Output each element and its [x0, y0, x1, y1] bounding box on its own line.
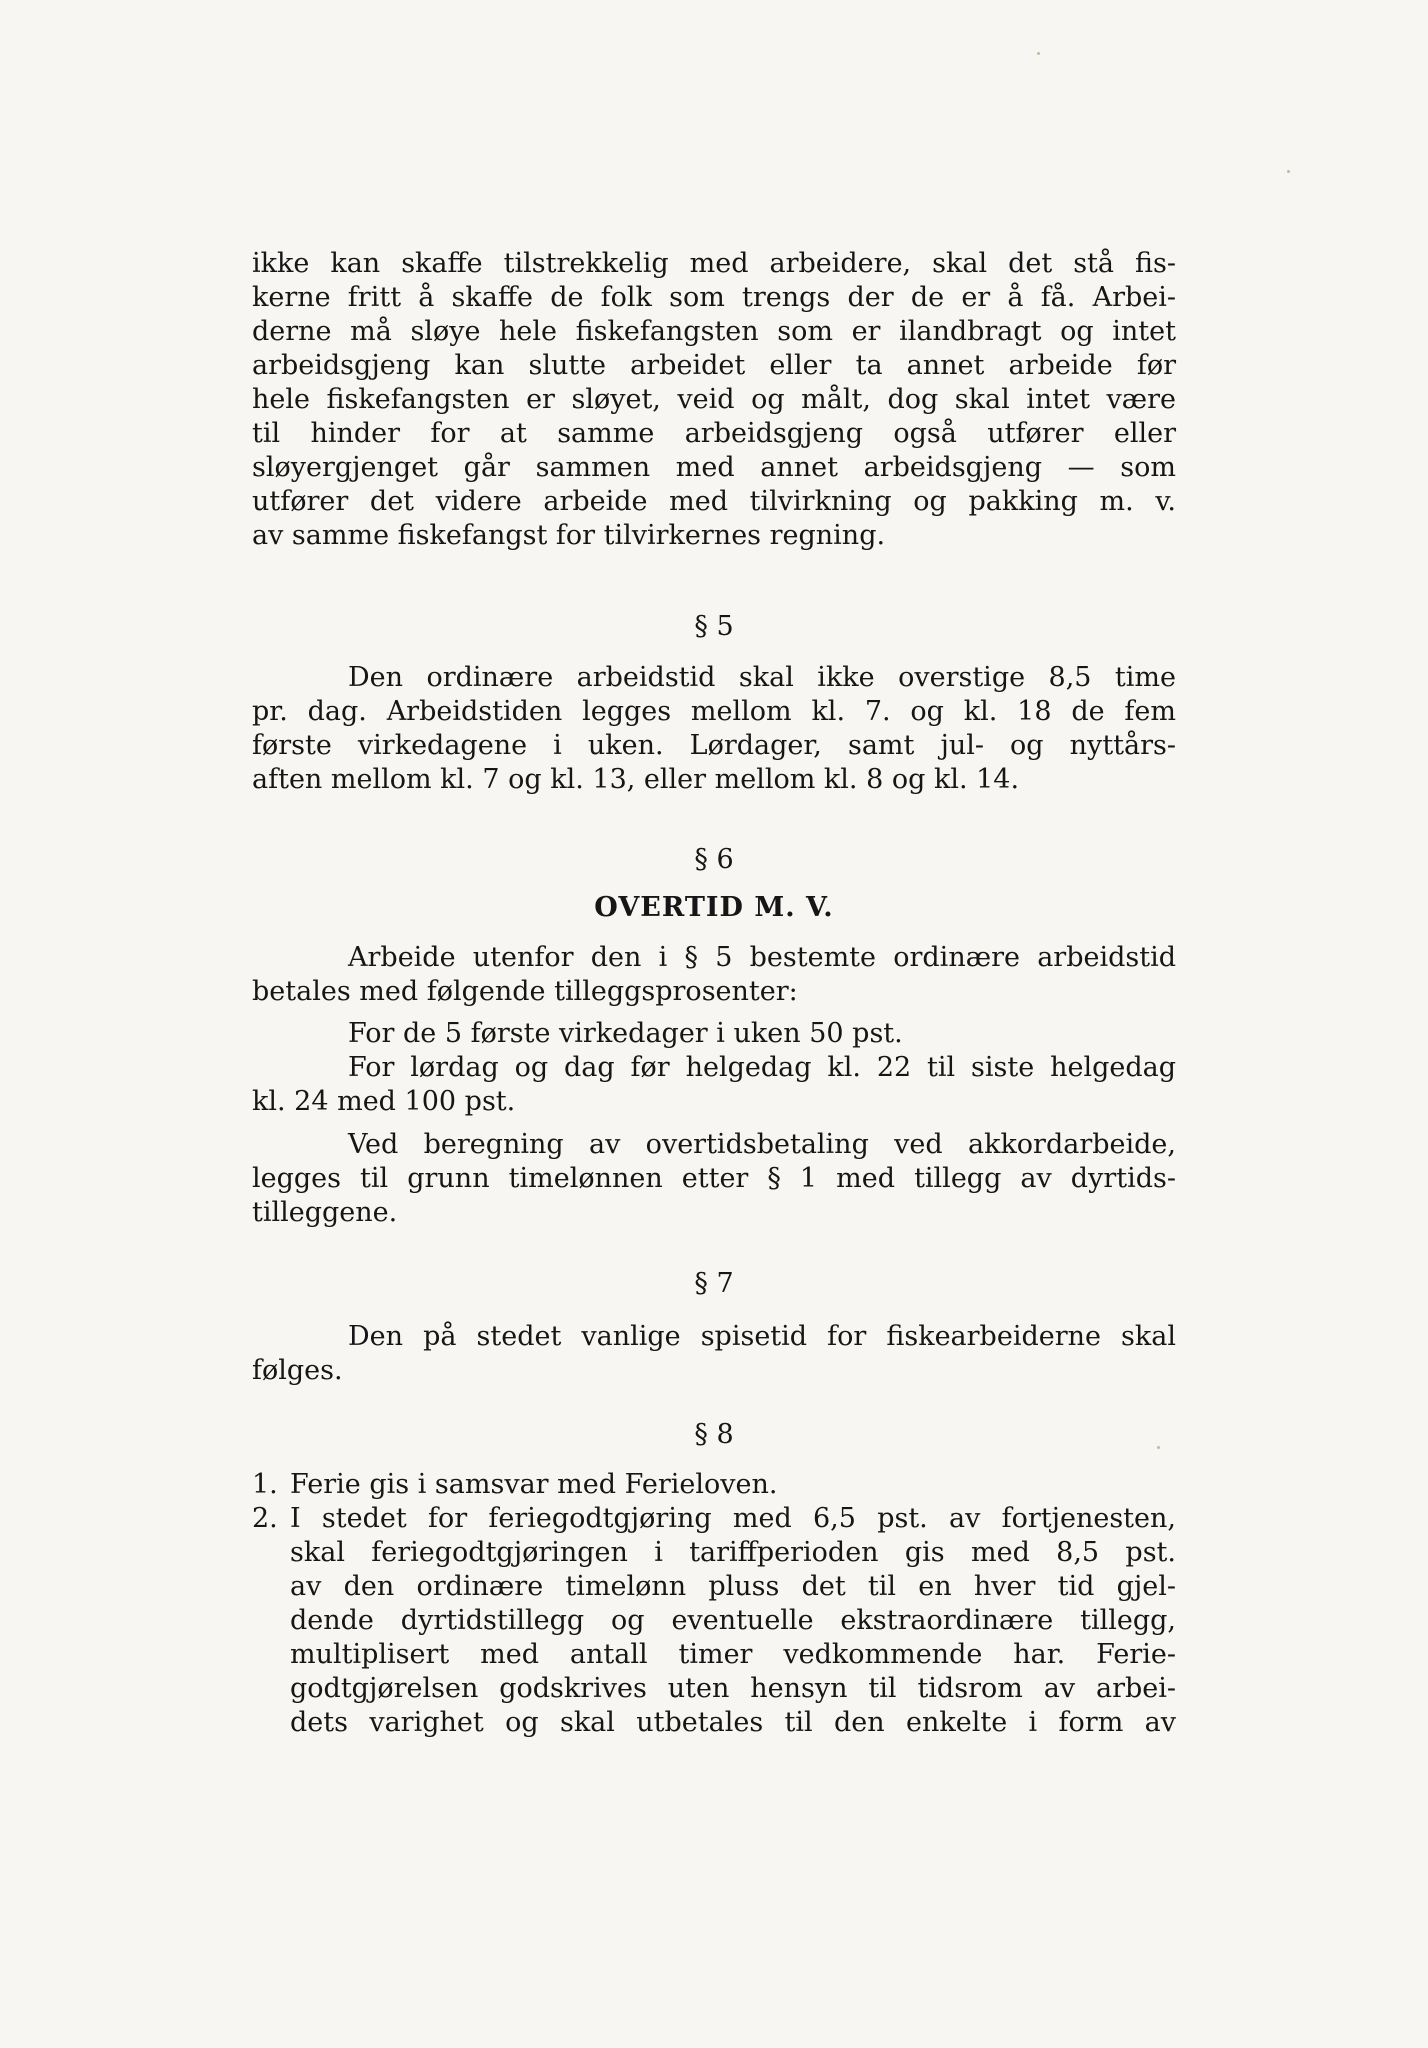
text-line: første virkedagene i uken. Lørdager, samt jul- og nyttårs-: [252, 730, 1176, 761]
text-line: av samme fiskefangst for tilvirkernes regning.: [252, 520, 886, 551]
list-item: [252, 1468, 1176, 1502]
text-line: aften mellom kl. 7 og kl. 13, eller mellom kl. 8 og kl. 14.: [252, 764, 1020, 795]
text-line: følges.: [252, 1355, 343, 1386]
text-line: Ved beregning av overtidsbetaling ved akkordarbeide,: [348, 1129, 1176, 1160]
text-line: ikke kan skaffe tilstrekkelig med arbeidere, skal det stå fis-: [252, 248, 1176, 279]
section-6-paragraph-3: [252, 1051, 1176, 1119]
list-item-number: 1.: [252, 1469, 278, 1500]
text-line: For lørdag og dag før helgedag kl. 22 til siste helgedag: [348, 1052, 1176, 1083]
paper-speck: [1157, 1446, 1160, 1449]
text-line: Den ordinære arbeidstid skal ikke overstige 8,5 time: [348, 662, 1176, 693]
text-line: hele fiskefangsten er sløyet, veid og målt, dog skal intet være: [252, 384, 1176, 415]
section-8-mark: § 8: [694, 1419, 734, 1450]
text-line: I stedet for feriegodtgjøring med 6,5 pst. av fortjenesten,: [290, 1503, 1176, 1534]
section-6-paragraph-2: [252, 1017, 1176, 1051]
text-line: Arbeide utenfor den i § 5 bestemte ordinære arbeidstid: [348, 942, 1176, 973]
section-6-paragraph-4: [252, 1128, 1176, 1230]
text-line: kerne fritt å skaffe de folk som trengs der de er å få. Arbei-: [252, 282, 1176, 313]
text-line: utfører det videre arbeide med tilvirkning og pakking m. v.: [252, 486, 1176, 517]
list-item-text: [290, 1468, 1176, 1502]
list-item: [252, 1502, 1176, 1740]
intro-paragraph: [252, 247, 1176, 553]
section-6-heading: OVERTID M. V.: [594, 892, 834, 923]
text-line: legges til grunn timelønnen etter § 1 med tillegg av dyrtids-: [252, 1163, 1176, 1194]
text-line: arbeidsgjeng kan slutte arbeidet eller ta annet arbeide før: [252, 350, 1176, 381]
section-5-paragraph: [252, 661, 1176, 797]
section-7-paragraph: [252, 1320, 1176, 1388]
text-line: godtgjørelsen godskrives uten hensyn til tidsrom av arbei-: [290, 1673, 1176, 1704]
text-line: sløyergjenget går sammen med annet arbeidsgjeng — som: [252, 452, 1176, 483]
text-line: av den ordinære timelønn pluss det til en hver tid gjel-: [290, 1571, 1176, 1602]
section-5-mark: § 5: [694, 611, 734, 642]
list-item-text: [290, 1502, 1176, 1740]
text-line: derne må sløye hele fiskefangsten som er ilandbragt og intet: [252, 316, 1176, 347]
text-line: multiplisert med antall timer vedkommende har. Ferie-: [290, 1639, 1176, 1670]
section-8-list: [252, 1468, 1176, 1740]
section-7-mark: § 7: [694, 1268, 734, 1299]
list-item-number: 2.: [252, 1503, 278, 1534]
text-line: tilleggene.: [252, 1197, 398, 1228]
section-6-paragraph-1: [252, 941, 1176, 1009]
paper-speck: [1287, 170, 1290, 173]
paper-speck: [1037, 52, 1040, 55]
text-line: Ferie gis i samsvar med Ferieloven.: [290, 1469, 778, 1500]
text-line: dets varighet og skal utbetales til den enkelte i form av: [290, 1707, 1176, 1738]
text-line: til hinder for at samme arbeidsgjeng også utfører eller: [252, 418, 1176, 449]
section-6-mark: § 6: [694, 844, 734, 875]
text-line: kl. 24 med 100 pst.: [252, 1086, 516, 1117]
text-line: betales med følgende tilleggsprosenter:: [252, 976, 798, 1007]
text-line: For de 5 første virkedager i uken 50 pst.: [348, 1018, 903, 1049]
text-line: skal feriegodtgjøringen i tariffperioden gis med 8,5 pst.: [290, 1537, 1176, 1568]
text-line: Den på stedet vanlige spisetid for fiskearbeiderne skal: [348, 1321, 1176, 1352]
text-line: dende dyrtidstillegg og eventuelle ekstraordinære tillegg,: [290, 1605, 1176, 1636]
text-line: pr. dag. Arbeidstiden legges mellom kl. 7. og kl. 18 de fem: [252, 696, 1176, 727]
